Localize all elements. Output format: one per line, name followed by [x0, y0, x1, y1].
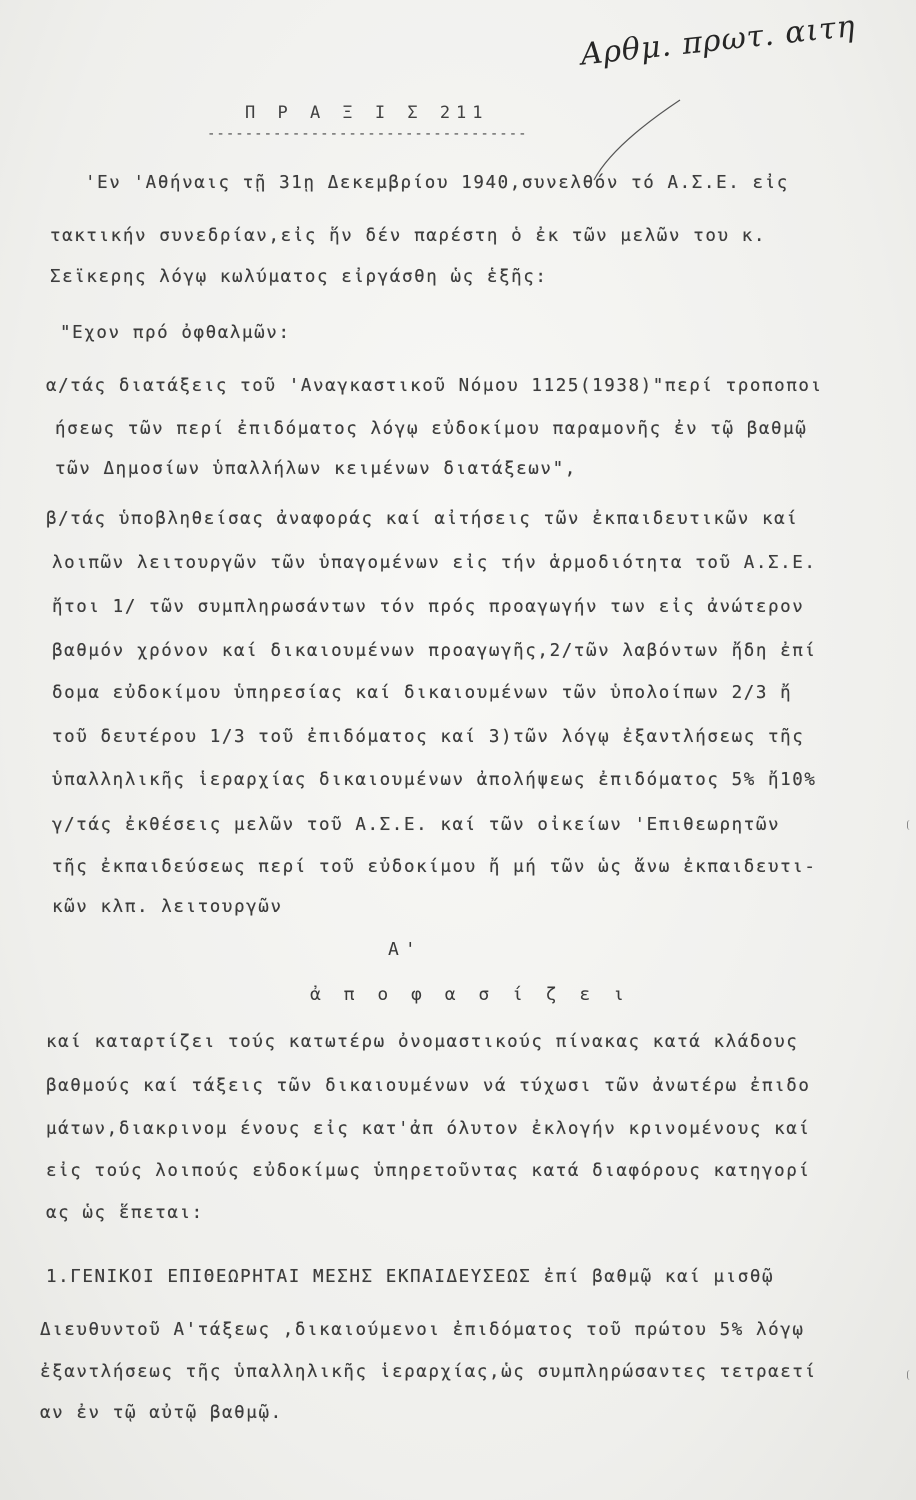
text-line: κῶν κλπ. λειτουργῶν	[52, 897, 283, 917]
decision-heading: ἀ π ο φ α σ ί ζ ε ι	[310, 984, 630, 1005]
handwritten-annotation: Αρθμ. πρωτ. αιτη	[578, 8, 858, 73]
page-edge-mark	[907, 1370, 914, 1380]
text-line: ήσεως τῶν περί ἐπιδόματος λόγῳ εὐδοκίμου παραμονῆς ἐν τῷ βαθμῷ	[55, 419, 808, 439]
text-line: βαθμούς καί τάξεις τῶν δικαιουμένων νά τύχωσι τῶν ἀνωτέρω ἐπιδο	[46, 1076, 811, 1096]
text-line: δομα εὐδοκίμου ὑπηρεσίας καί δικαιουμένων τῶν ὑπολοίπων 2/3 ἤ	[52, 683, 793, 703]
document-title: Π Ρ Α Ξ Ι Σ 211	[245, 103, 489, 123]
text-line: λοιπῶν λειτουργῶν τῶν ὑπαγομένων εἰς τήν ἁρμοδιότητα τοῦ Α.Σ.Ε.	[52, 553, 817, 573]
text-line: βαθμόν χρόνον καί δικαιουμένων προαγωγῆς,2/τῶν λαβόντων ἤδη ἐπί	[52, 641, 817, 661]
text-line: "Εχον πρό ὀφθαλμῶν:	[60, 323, 291, 343]
text-line: εἰς τούς λοιπούς εὐδοκίμως ὑπηρετοῦντας κατά διαφόρους κατηγορί	[46, 1161, 811, 1181]
text-line: καί καταρτίζει τούς κατωτέρω ὀνομαστικούς πίνακας κατά κλάδους	[46, 1032, 799, 1052]
text-line: α/τάς διατάξεις τοῦ 'Αναγκαστικοῦ Νόμου 1125(1938)"περί τροποποι	[46, 376, 823, 396]
text-line: ἐξαντλήσεως τῆς ὑπαλληλικῆς ἱεραρχίας,ὡς συμπληρώσαντες τετραετί	[40, 1362, 817, 1382]
text-line: ἤτοι 1/ τῶν συμπληρωσάντων τόν πρός προαγωγήν των εἰς ἀνώτερον	[52, 597, 805, 617]
text-line: β/τάς ὑποβληθείσας ἀναφοράς καί αἰτήσεις τῶν ἐκπαιδευτικῶν καί	[46, 509, 799, 529]
text-line: τῶν Δημοσίων ὑπαλλήλων κειμένων διατάξεων",	[55, 459, 577, 479]
text-line: Διευθυντοῦ Α'τάξεως ,δικαιούμενοι ἐπιδόματος τοῦ πρώτου 5% λόγῳ	[40, 1320, 805, 1340]
text-line: 1.ΓΕΝΙΚΟΙ ΕΠΙΘΕΩΡΗΤΑΙ ΜΕΣΗΣ ΕΚΠΑΙΔΕΥΣΕΩΣ ἐπί βαθμῷ καί μισθῷ	[46, 1267, 775, 1287]
text-line: αν ἐν τῷ αὐτῷ βαθμῷ.	[40, 1403, 283, 1423]
text-line: ὑπαλληλικῆς ἱεραρχίας δικαιουμένων ἀπολήψεως ἐπιδόματος 5% ἤ10%	[52, 770, 817, 790]
text-line: ας ὡς ἕπεται:	[46, 1203, 204, 1223]
text-line: τῆς ἐκπαιδεύσεως περί τοῦ εὐδοκίμου ἤ μή τῶν ὡς ἄνω ἐκπαιδευτι-	[52, 857, 817, 877]
text-line: 'Εν 'Αθήναις τῇ 31ῃ Δεκεμβρίου 1940,συνελθόν τό Α.Σ.Ε. εἰς	[85, 173, 789, 193]
text-line: τακτικήν συνεδρίαν,εἰς ἥν δέν παρέστη ὁ ἐκ τῶν μελῶν του κ.	[50, 226, 767, 246]
section-letter: Α'	[388, 939, 422, 960]
page-edge-mark	[907, 820, 914, 830]
title-underline: ----------------------------------	[207, 126, 528, 142]
text-line: τοῦ δευτέρου 1/3 τοῦ ἐπιδόματος καί 3)τῶν λόγῳ ἐξαντλήσεως τῆς	[52, 727, 805, 747]
text-line: Σεϊκερης λόγῳ κωλύματος εἰργάσθη ὡς ἑξῆς:	[50, 267, 548, 287]
text-line: γ/τάς ἐκθέσεις μελῶν τοῦ Α.Σ.Ε. καί τῶν οἰκείων 'Επιθεωρητῶν	[52, 815, 781, 835]
text-line: μάτων,διακρινομ ένους εἰς κατ'ἀπ όλυτον ἐκλογήν κρινομένους καί	[46, 1119, 811, 1139]
